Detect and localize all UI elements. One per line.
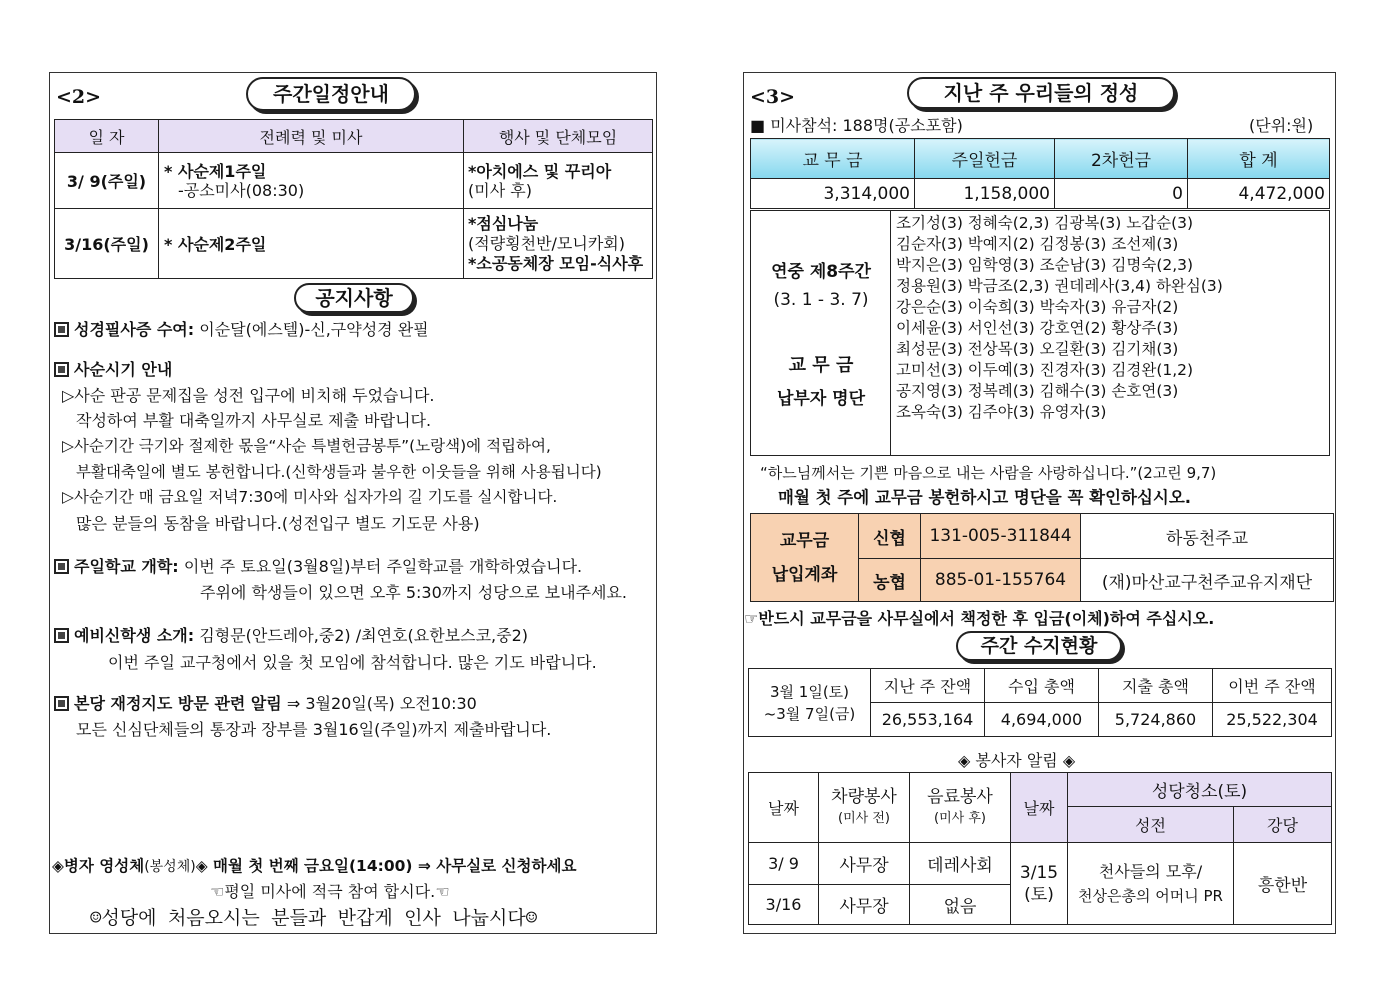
col-header: 강당 [1234,807,1332,843]
schedule-header-row [55,120,653,153]
attendance-count: ■ 미사참석: 188명(공소포함) [750,116,963,135]
footer-text: ◈병자 영성체 [52,857,145,875]
notice-lent [54,357,172,380]
offering-title: 지난 주 우리들의 정성 [907,77,1175,109]
account-label-1: 교무금 [779,530,830,551]
account-holder: (재)마산교구천주교유지재단 [1081,559,1334,602]
value-cell: 0 [1055,179,1188,209]
col-header: 지출 총액 [1099,669,1213,703]
value-cell: 4,694,000 [985,703,1099,737]
col-header: 주일헌금 [915,139,1055,179]
weekday-mass-notice: ☜평일 미사에 적극 참여 합시다.☜ [210,882,450,901]
event-line: (적량횡천반/모니카회) [468,233,625,253]
notice-text: 이순달(에스텔)-신,구약성경 완필 [199,320,429,339]
notice-line: 많은 분들의 동참을 바랍니다.(성전입구 별도 기도문 사용) [76,514,480,533]
donor-label [751,211,891,455]
account-table [750,513,1334,602]
account-number: 885-01-155764 [921,559,1081,602]
finance-header-row [749,669,1332,703]
col-header: 지난 주 잔액 [871,669,985,703]
table-row [55,153,653,209]
col-header [819,773,910,843]
list-item: 이세윤(3) 서인선(3) 강호연(2) 황상주(3) [896,319,1179,337]
table-row [749,843,1332,885]
liturgy-main: * 사순제1주일 [164,161,267,181]
account-holder: 하동천주교 [1081,514,1334,559]
greeting-line: ☺성당에 처음오시는 분들과 반갑게 인사 나눕시다☺ [90,907,538,929]
notice-heading: 사순시기 안내 [74,360,173,379]
notice-heading: 예비신학생 소개: [74,626,195,645]
clean-date [1011,843,1068,925]
volunteer-car: 사무장 [819,885,910,925]
clean-date-weekday: (토) [1024,884,1054,905]
clean-group-1: 천사들의 모후/ [1098,861,1203,881]
row-liturgy: * 사순제2주일 [159,209,464,279]
list-item: 조옥숙(3) 김주야(3) 유영자(3) [896,403,1107,421]
account-number: 131-005-311844 [921,514,1081,559]
value-cell: 1,158,000 [915,179,1055,209]
scripture-quote: “하느님께서는 기쁜 마음으로 내는 사람을 사랑하십니다.”(2고린 9,7) [760,464,1217,482]
notice-line: ▷사순기간 매 금요일 저녁7:30에 미사와 십자가의 길 기도를 실시합니다. [62,488,558,506]
square-bullet-icon [54,322,69,337]
clean-sanctuary [1068,843,1234,925]
clean-date-day: 3/15 [1019,862,1059,883]
header-drink-sub: (미사 후) [934,810,986,826]
page-number: <3> [750,86,796,108]
notice-sunday-school [54,554,582,577]
value-cell: 3,314,000 [751,179,915,209]
header-car-sub: (미사 전) [838,810,890,826]
notice-text: ⇒ 3월20일(목) 오전10:30 [286,694,477,713]
event-line: *소공동체장 모임-식사후 [468,253,644,273]
col-header: 합 계 [1188,139,1330,179]
square-bullet-icon [54,628,69,643]
offering-header-row [751,139,1330,179]
col-liturgy: 전례력 및 미사 [159,120,464,153]
donor-period: (3. 1 - 3. 7) [773,290,869,310]
finance-period [749,669,871,737]
list-item: 정용원(3) 박금조(2,3) 권데레사(3,4) 하완심(3) [896,277,1223,295]
unit-label: (단위:원) [1249,116,1314,135]
finance-table [748,668,1332,737]
notice-line: ▷사순 판공 문제집을 성전 입구에 비치해 두었습니다. [62,386,435,405]
value-cell: 26,553,164 [871,703,985,737]
list-item: 김순자(3) 박예지(2) 김정봉(3) 조선제(3) [896,235,1179,253]
notice-line: 이번 주일 교구청에서 있을 첫 모임에 참석합니다. 많은 기도 바랍니다. [108,653,597,672]
event-line: *점심나눔 [468,213,539,233]
liturgy-sub: -공소미사(08:30) [178,180,305,200]
event-line: *아치에스 및 꾸리아 [468,161,612,181]
schedule-table [54,119,653,279]
notice-line: 작성하여 부활 대축일까지 사무실로 제출 바랍니다. [76,411,432,430]
header-car: 차량봉사 [831,786,897,807]
notice-heading: 주일학교 개학: [74,557,179,576]
event-line: (미사 후) [468,180,532,200]
notice-bible [54,317,429,340]
footer-text: (봉성체) [144,859,196,875]
donor-label-title: 교 무 금 [788,355,854,376]
row-liturgy [159,153,464,209]
value-cell: 5,724,860 [1099,703,1213,737]
value-cell: 4,472,000 [1188,179,1330,209]
header-drink: 음료봉사 [927,786,993,807]
donor-box [750,210,1330,456]
notice-heading: 성경필사증 수여: [74,320,195,339]
monthly-reminder: 매월 첫 주에 교무금 봉헌하시고 명단을 꼭 확인하십시오. [778,488,1192,507]
col-header: 이번 주 잔액 [1213,669,1332,703]
row-events [464,209,653,279]
list-item: 강은순(3) 이숙희(3) 박숙자(3) 유금자(2) [896,298,1179,316]
table-row [55,209,653,279]
list-item: 박지은(3) 임학영(3) 조순남(3) 김명숙(2,3) [896,256,1194,274]
notice-line: 주위에 학생들이 있으면 오후 5:30까지 성당으로 보내주세요. [200,583,628,602]
row-events [464,153,653,209]
col-events: 행사 및 단체모임 [464,120,653,153]
notice-line: 부활대축일에 별도 봉헌합니다.(신학생들과 불우한 이웃들을 위해 사용됩니다) [76,463,602,481]
square-bullet-icon [54,559,69,574]
notice-seminarian [54,623,528,646]
col-header: 2차헌금 [1055,139,1188,179]
volunteer-table [748,772,1332,925]
volunteer-title: ◈ 봉사자 알림 ◈ [958,751,1076,770]
volunteer-header-row [749,773,1332,807]
square-bullet-icon [54,362,69,377]
volunteer-car: 사무장 [819,843,910,885]
row-date: 3/16(주일) [55,209,159,279]
donor-list [896,213,1223,423]
offering-values-row [751,179,1330,209]
list-item: 조기성(3) 정혜숙(2,3) 김광복(3) 노갑순(3) [896,214,1194,232]
value-cell: 25,522,304 [1213,703,1332,737]
list-item: 고미선(3) 이두예(3) 진경자(3) 김경완(1,2) [896,361,1194,379]
col-header: 성당청소(토) [1068,773,1332,807]
col-header: 교 무 금 [751,139,915,179]
offering-table [750,138,1330,209]
square-bullet-icon [54,696,69,711]
col-header: 날짜 [749,773,819,843]
volunteer-drink: 데레사회 [910,843,1011,885]
bank-name: 농협 [859,559,921,602]
payment-notice: ☞반드시 교무금을 사무실에서 책정한 후 입금(이체)하여 주십시오. [744,609,1215,628]
volunteer-date: 3/ 9 [749,843,819,885]
donor-week: 연중 제8주간 [771,262,871,282]
notice-finance-visit [54,691,477,714]
bank-name: 신협 [859,514,921,559]
sick-communion-notice [52,854,576,876]
account-row [751,514,1334,559]
right-page [743,72,1336,934]
notice-heading: 본당 재정지도 방문 관련 알림 [74,694,282,713]
notice-line: 모든 신심단체들의 통장과 장부를 3월16일(주일)까지 제출바랍니다. [76,720,552,739]
clean-group-2: 천상은총의 어머니 PR [1078,886,1223,905]
list-item: 최성문(3) 전상목(3) 오길환(3) 김기채(3) [896,340,1179,358]
clean-hall: 흥한반 [1234,843,1332,925]
list-item: 공지영(3) 정복례(3) 김해수(3) 손호연(3) [896,382,1179,400]
period-end: ~3월 7일(금) [763,704,856,723]
col-header: 날짜 [1011,773,1068,843]
left-page [49,72,657,934]
account-label [751,514,859,602]
col-header: 성전 [1068,807,1234,843]
schedule-title: 주간일정안내 [246,77,416,111]
footer-text: ◈ 매월 첫 번째 금요일(14:00) ⇒ 사무실로 신청하세요 [195,857,577,875]
col-header: 수입 총액 [985,669,1099,703]
account-label-2: 납입계좌 [771,564,838,585]
col-date: 일 자 [55,120,159,153]
volunteer-drink: 없음 [910,885,1011,925]
finance-title: 주간 수지현황 [956,631,1122,661]
notice-line: ▷사순기간 극기와 절제한 몫을“사순 특별헌금봉투”(노랑색)에 적립하여, [62,437,551,455]
period-start: 3월 1일(토) [769,682,850,701]
volunteer-date: 3/16 [749,885,819,925]
page-number: <2> [56,86,102,108]
notice-text: 김형문(안드레아,중2) /최연호(요한보스코,중2) [199,626,528,645]
row-date: 3/ 9(주일) [55,153,159,209]
notice-title: 공지사항 [294,283,414,313]
notice-text: 이번 주 토요일(3월8일)부터 주일학교를 개학하였습니다. [183,557,583,576]
col-header [910,773,1011,843]
donor-label-sub: 납부자 명단 [776,389,866,409]
